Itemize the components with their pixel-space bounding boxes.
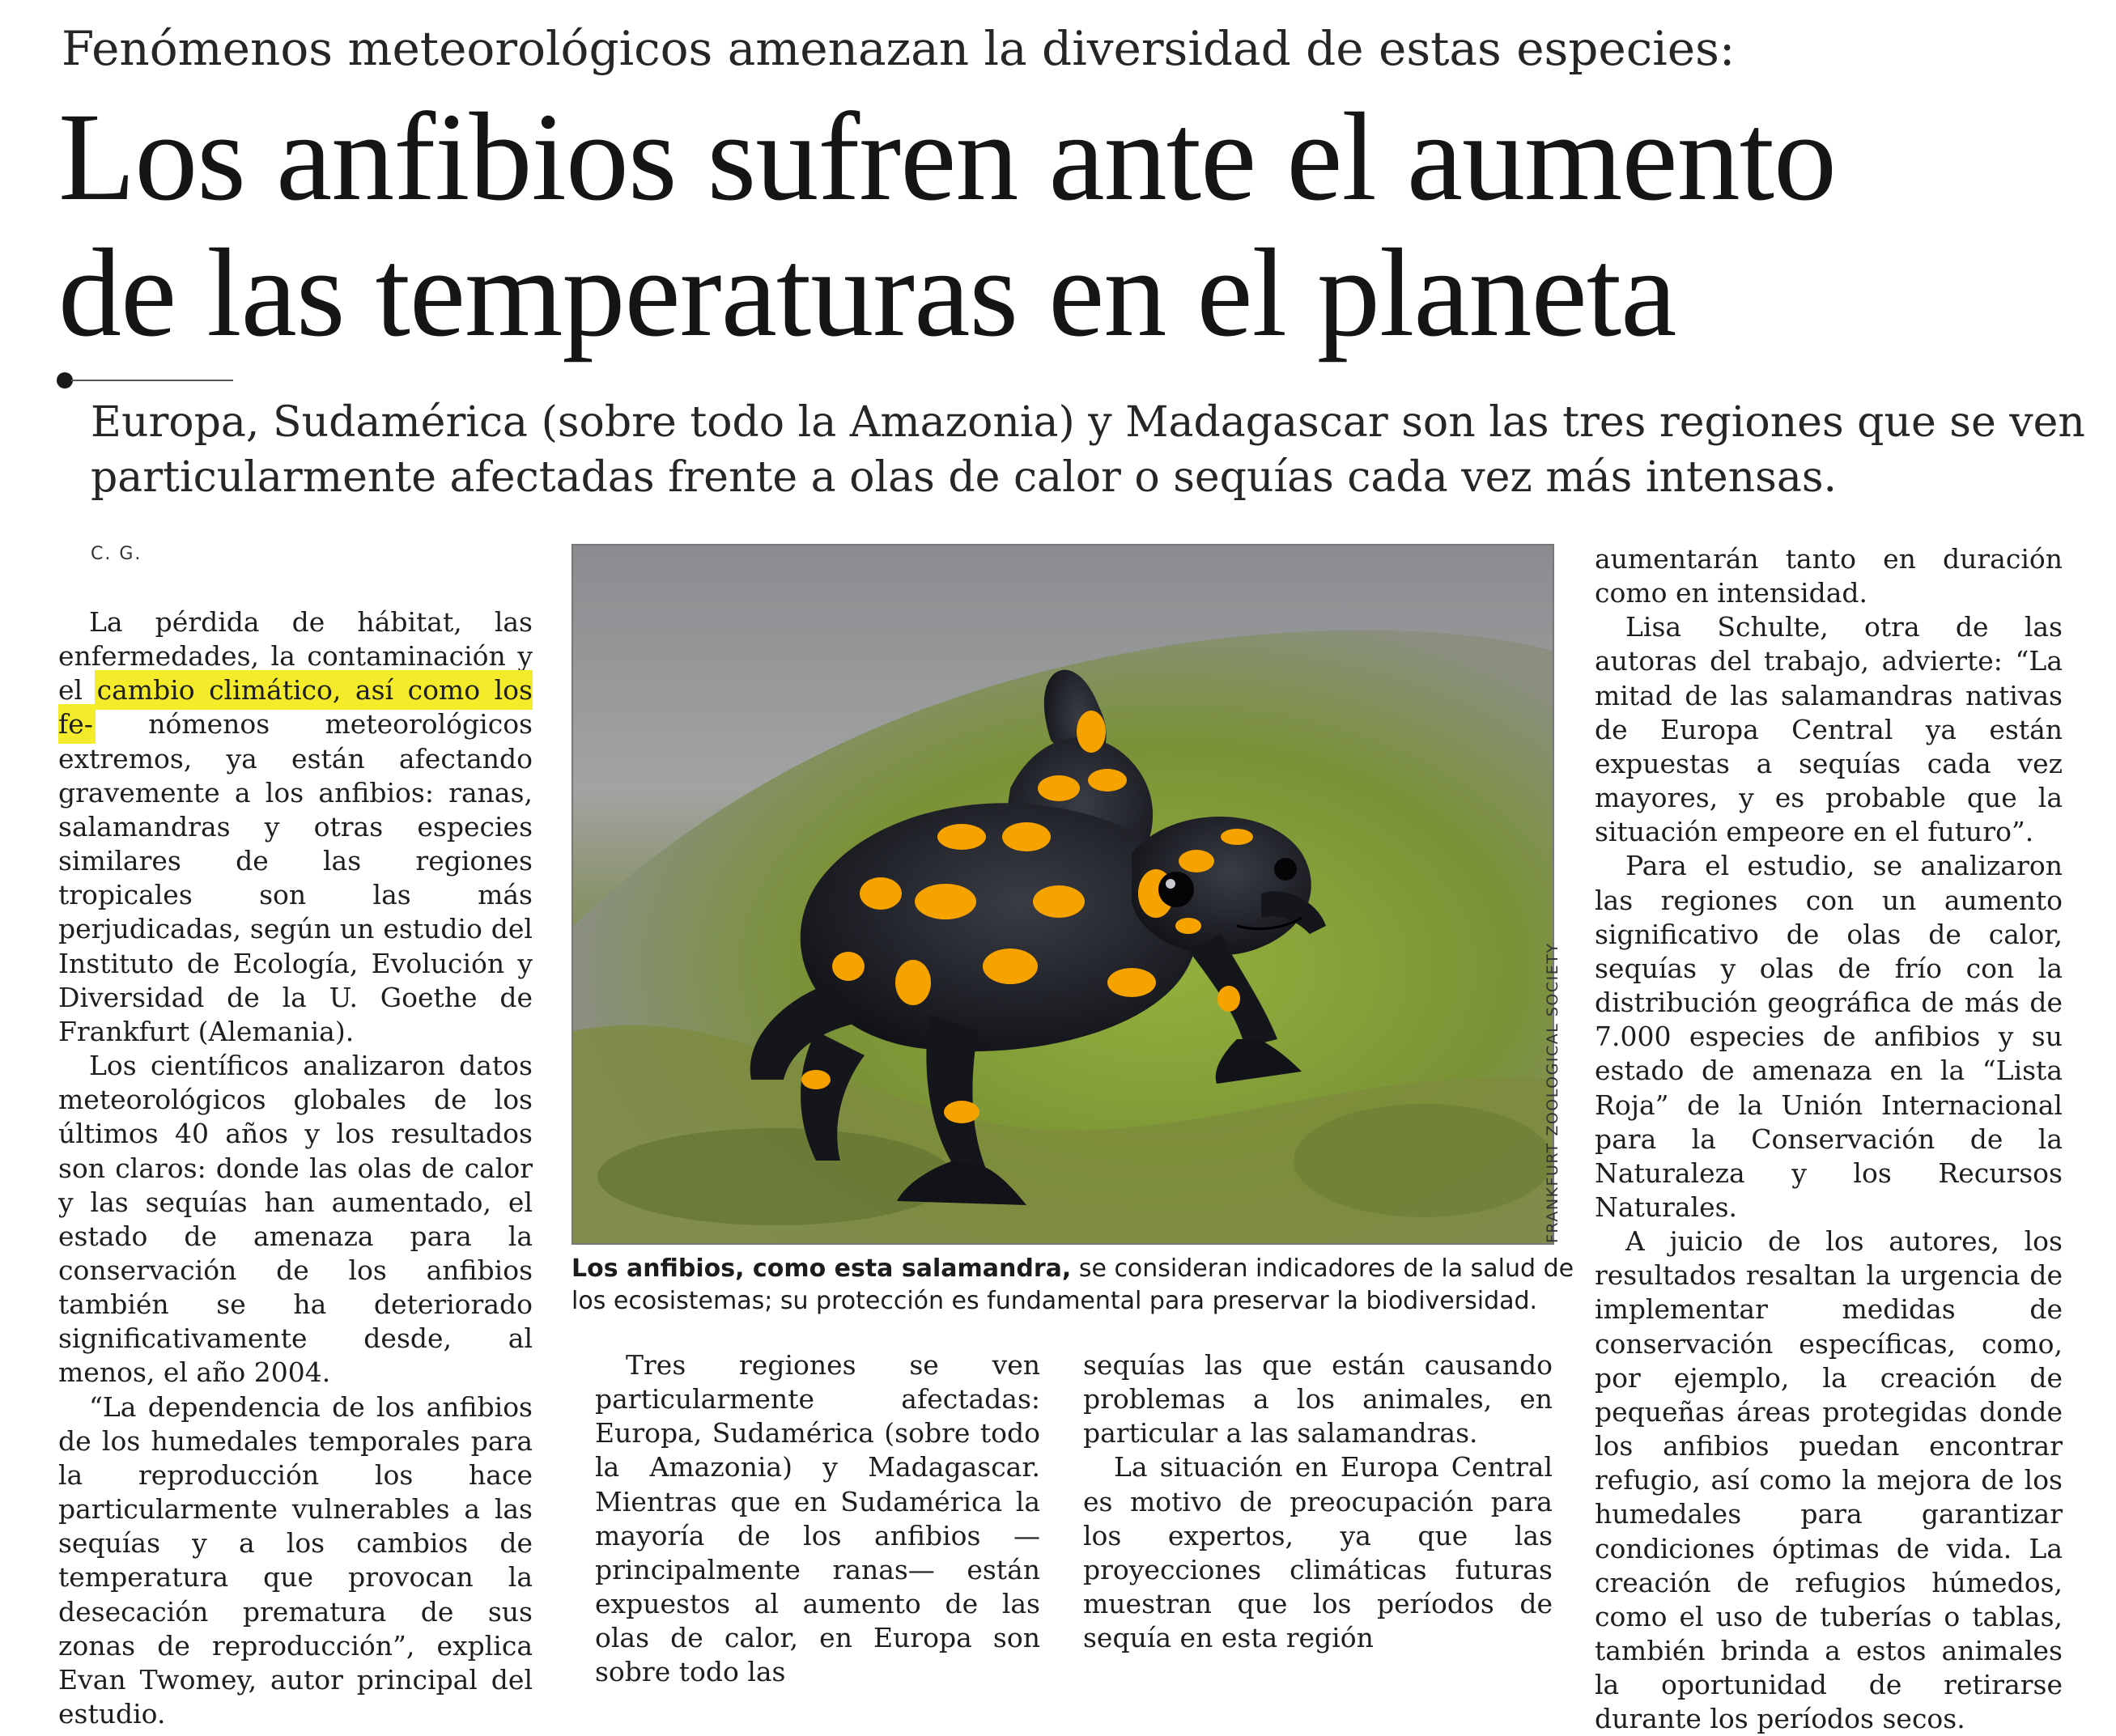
rule-dot xyxy=(57,372,73,388)
deck-line-2: particularmente afectadas frente a olas de calor o sequías cada vez más intensas. xyxy=(91,453,1838,502)
headline-line-2: de las temperaturas en el planeta xyxy=(58,223,1676,363)
paragraph xyxy=(58,605,533,1049)
caption-bold: Los anfibios, como esta salamandra, xyxy=(571,1254,1072,1283)
paragraph: Para el estudio, se analizaron las regiones con un aumento significativo de olas de calor, sequías y olas de frío con la distribución geográfica de más de 7.000 especies de anfibios y su estado de amenaza en la “Lista Roja” de la Unión Internacional para la Conservación de la Naturaleza y los Recursos Naturales. xyxy=(1595,850,2063,1223)
highlighted-text: cambio climático, así como los fe- xyxy=(58,674,533,741)
caption-line-1 xyxy=(571,1253,1574,1285)
photo-caption xyxy=(571,1253,1574,1318)
photo xyxy=(571,544,1554,1245)
headline-line-1: Los anfibios sufren ante el aumento xyxy=(58,87,1836,227)
byline: C. G. xyxy=(91,544,142,564)
paragraph: sequías las que están causando problemas a los animales, en particular a las salamandras. xyxy=(1083,1349,1553,1449)
rule-line xyxy=(71,380,233,381)
paragraph: La situación en Europa Central es motivo de preocupación para los expertos, ya que las proyecciones climáticas futuras muestran que los períodos de sequía en esta región xyxy=(1083,1451,1553,1654)
deck-line-1: Europa, Sudamérica (sobre todo la Amazonia) y Madagascar son las tres regiones que se ven xyxy=(91,398,2085,447)
text-run: La pérdida de hábitat, las enfermedades, la contaminación y el xyxy=(58,606,533,707)
paragraph: Lisa Schulte, otra de las autoras del trabajo, advierte: “La mitad de las salamandras nativas de Europa Central ya están expuestas a sequías cada vez mayores, y es probable que la situación empeore en el futuro”. xyxy=(1595,611,2063,848)
column-3 xyxy=(1083,1348,1553,1655)
paragraph: A juicio de los autores, los resultados resaltan la urgencia de implementar medidas de conservación específicas, como, por ejemplo, la creación de pequeñas áreas protegidas donde los anfibios puedan encontrar refugio, así como la mejora de los humedales para garantizar condiciones óptimas de vida. La creación de refugios húmedos, como el uso de tuberías o tablas, también brinda a estos animales la oportunidad de retirarse durante los períodos secos. xyxy=(1595,1225,2063,1735)
paragraph: aumentarán tanto en duración como en intensidad. xyxy=(1595,543,2063,609)
kicker: Fenómenos meteorológicos amenazan la diversidad de estas especies: xyxy=(62,21,1736,76)
column-4 xyxy=(1595,542,2063,1736)
headline xyxy=(58,89,2066,361)
caption-line-2: los ecosistemas; su protección es fundamental para preservar la biodiversidad. xyxy=(571,1287,1538,1315)
caption-text: se consideran indicadores de la salud de xyxy=(1071,1254,1574,1283)
column-2 xyxy=(595,1348,1040,1690)
deck xyxy=(91,395,2085,505)
paragraph: Los científicos analizaron datos meteorológicos globales de los últimos 40 años y los resultados son claros: donde las olas de calor y las sequías han aumentado, el estado de amenaza para la conservación de los anfibios también se ha deteriorado significativamente desde, al menos, el año 2004. xyxy=(58,1050,533,1389)
paragraph: “La dependencia de los anfibios de los humedales temporales para la reproducción los hace particularmente vulnerables a las sequías y a los cambios de temperatura que provocan la desecación prematura de sus zonas de reproducción”, explica Evan Twomey, autor principal del estudio. xyxy=(58,1390,533,1730)
salamander-photo xyxy=(573,545,1553,1243)
paragraph: Tres regiones se ven particularmente afectadas: Europa, Sudamérica (sobre todo la Amazonia) y Madagascar. Mientras que en Sudamérica la mayoría de los anfibios —principalmente ranas— están expuestos al aumento de las olas de calor, en Europa son sobre todo las xyxy=(595,1349,1040,1688)
photo-credit: FRANKFURT ZOOLOGICAL SOCIETY xyxy=(1544,942,1562,1243)
column-1 xyxy=(58,605,533,1731)
text-run: nómenos meteorológicos extremos, ya están afectando gravemente a los anfibios: ranas, salamandras y otras especies similares de las regiones tropicales son las más perjudicadas, según un estudio del Instituto de Ecología, Evolución y Diversidad de la U. Goethe de Frankfurt (Alemania). xyxy=(58,708,533,1047)
